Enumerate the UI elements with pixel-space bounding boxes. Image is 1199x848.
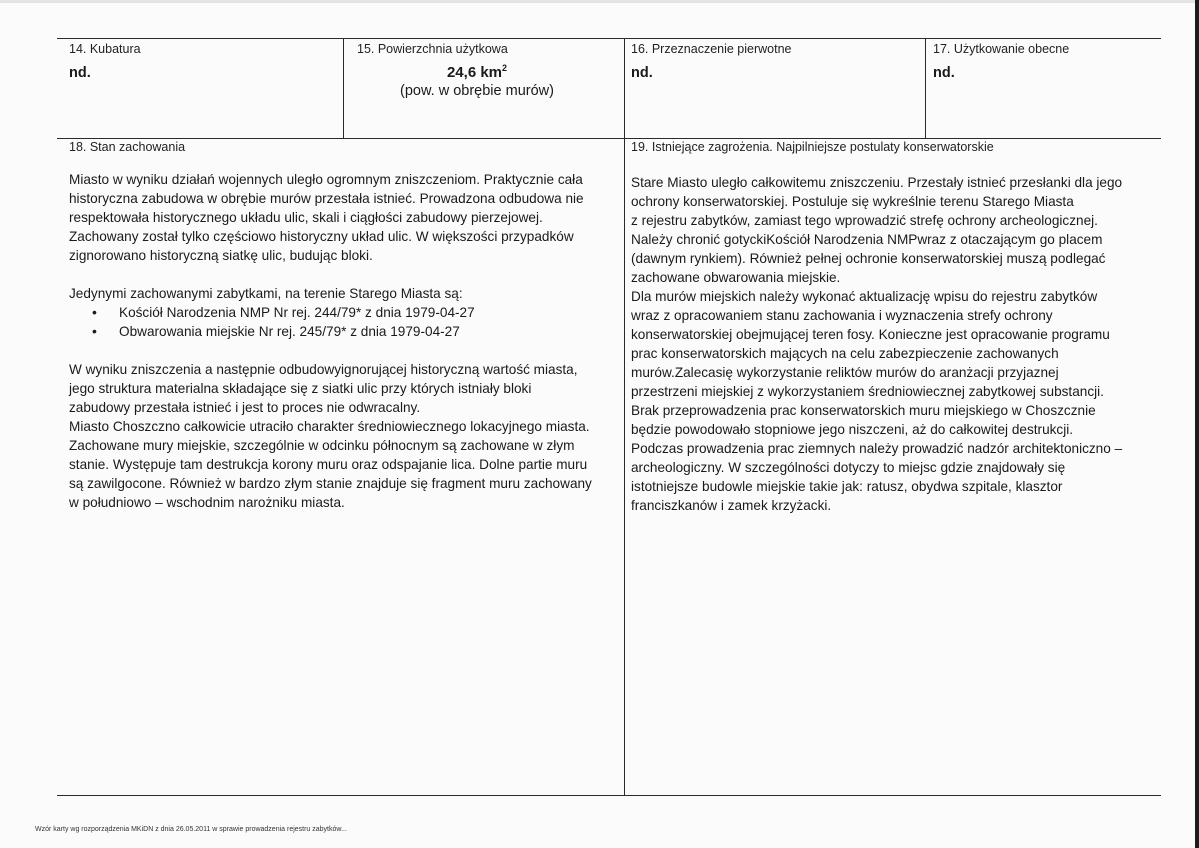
text-line: W wyniku zniszczenia a następnie odbudowyignorującej historyczną wartość miasta, (69, 362, 578, 377)
zagrozenia-label: 19. Istniejące zagrożenia. Najpilniejsze postulaty konserwatorskie (631, 140, 994, 154)
text-line: respektowała historycznego układu ulic, skali i ciągłości zabudowy pierzejowej. (69, 210, 543, 225)
text-line: Miasto Choszczno całkowicie utraciło charakter średniowiecznego lokacyjnego miasta. (69, 419, 590, 434)
column-divider-1 (343, 38, 344, 138)
kubatura-label: 14. Kubatura (69, 42, 141, 56)
text-line: Należy chronić gotyckiKościół Narodzenia NMPwraz z otaczającym go placem (631, 232, 1103, 247)
uzytkowanie-value: nd. (933, 65, 955, 81)
stan-zachowania-label: 18. Stan zachowania (69, 140, 186, 154)
text-line: zabudowy przestała istnieć i jest to proces nie odwracalny. (69, 400, 421, 415)
kubatura-cell (69, 41, 339, 81)
stan-zachowania-text (69, 170, 621, 512)
text-line: Zachowane mury miejskie, szczególnie w odcinku północnym są zachowane w złym (69, 438, 575, 453)
uzytkowanie-label: 17. Użytkowanie obecne (933, 42, 1070, 56)
text-line: konserwatorskiej obejmującej teren fosy. Konieczne jest opracowanie programu (631, 327, 1110, 342)
table-bottom-rule (57, 795, 1161, 796)
text-line: wraz z opracowaniem stanu zachowania i wyznaczenia strefy ochrony (631, 308, 1053, 323)
monuments-list (69, 303, 621, 341)
scan-edge-right (1195, 0, 1199, 848)
zagrozenia-text (631, 173, 1159, 515)
text-line: są zawilgocone. Również w bardzo złym stanie znajduje się fragment muru zachowany (69, 476, 592, 491)
footer-note: Wzór karty wg rozporządzenia MKiDN z dnia 26.05.2011 w sprawie prowadzenia rejestru zabytków... (35, 826, 347, 833)
powierzchnia-note: (pow. w obrębie murów) (400, 83, 554, 99)
text-line: w południowo – wschodnim narożniku miasta. (69, 495, 345, 510)
monuments-intro: Jedynymi zachowanymi zabytkami, na terenie Starego Miasta są: (69, 286, 463, 301)
kubatura-value: nd. (69, 65, 91, 81)
text-line: Miasto w wyniku działań wojennych uległo ogromnym zniszczeniom. Praktycznie cała (69, 172, 583, 187)
list-item: • Obwarowania miejskie Nr rej. 245/79* z dnia 1979-04-27 (92, 322, 621, 341)
text-line: franciszkanów i zamek krzyżacki. (631, 498, 832, 513)
column-divider-2 (624, 38, 625, 795)
scan-edge-top (0, 0, 1199, 3)
powierzchnia-label: 15. Powierzchnia użytkowa (357, 42, 508, 56)
text-line: historyczna zabudowa w obrębie murów przestała istnieć. Prowadzona odbudowa nie (69, 191, 584, 206)
przeznaczenie-cell (631, 41, 921, 81)
przeznaczenie-label: 16. Przeznaczenie pierwotne (631, 42, 792, 56)
text-line: przestrzeni miejskiej z wykorzystaniem średniowiecznej zabytkowej substancji. (631, 384, 1104, 399)
text-line: Dla murów miejskich należy wykonać aktualizację wpisu do rejestru zabytków (631, 289, 1098, 304)
table-top-rule (57, 38, 1161, 39)
text-line: Brak przeprowadzenia prac konserwatorskich muru miejskiego w Choszcznie (631, 403, 1096, 418)
text-line: ochrony konserwatorskiej. Postuluje się wykreślnie terenu Starego Miasta (631, 194, 1074, 209)
text-line: (dawnym rynkiem). Również pełnej ochronie konserwatorskiej muszą podlegać (631, 251, 1106, 266)
text-line: będzie powodowało stopniowe jego niszczeni, aż do całkowitej destrukcji. (631, 422, 1074, 437)
column-divider-3 (925, 38, 926, 138)
przeznaczenie-value: nd. (631, 65, 653, 81)
uzytkowanie-cell (933, 41, 1158, 81)
powierzchnia-cell (357, 41, 617, 99)
text-line: z rejestru zabytków, zamiast tego wprowadzić strefę ochrony archeologicznej. (631, 213, 1098, 228)
stan-zachowania-cell (69, 139, 621, 512)
heritage-card-sheet (57, 38, 1161, 796)
text-line: zachowane obwarowania miejskie. (631, 270, 841, 285)
text-line: stanie. Występuje tam destrukcja korony muru oraz odspajanie lica. Dolne partie muru (69, 457, 588, 472)
zagrozenia-cell (631, 139, 1159, 515)
list-item: • Kościół Narodzenia NMP Nr rej. 244/79* z dnia 1979-04-27 (92, 303, 621, 322)
text-line: Zachowany został tylko częściowo historyczny układ ulic. W większości przypadków (69, 229, 574, 244)
text-line: prac konserwatorskich mających na celu zabezpieczenie zachowanych (631, 346, 1059, 361)
powierzchnia-value: 24,6 $km^2$ (446, 63, 508, 81)
text-line: zignorowano historyczną siatkę ulic, budując bloki. (69, 248, 373, 263)
text-line: murów.Zalecasię wykorzystanie reliktów murów do aranżacji przyjaznej (631, 365, 1059, 380)
text-line: istotniejsze budowle miejskie takie jak: ratusz, obydwa szpitale, klasztor (631, 479, 1063, 494)
text-line: Podczas prowadzenia prac ziemnych należy prowadzić nadzór architektoniczno – (631, 441, 1123, 456)
text-line: archeologiczny. W szczególności dotyczy to miejsc gdzie znajdowały się (631, 460, 1066, 475)
text-line: Stare Miasto uległo całkowitemu zniszczeniu. Przestały istnieć przesłanki dla jego (631, 175, 1123, 190)
text-line: jego struktura materialna składające się z siatki ulic przy których istniały bloki (69, 381, 532, 396)
